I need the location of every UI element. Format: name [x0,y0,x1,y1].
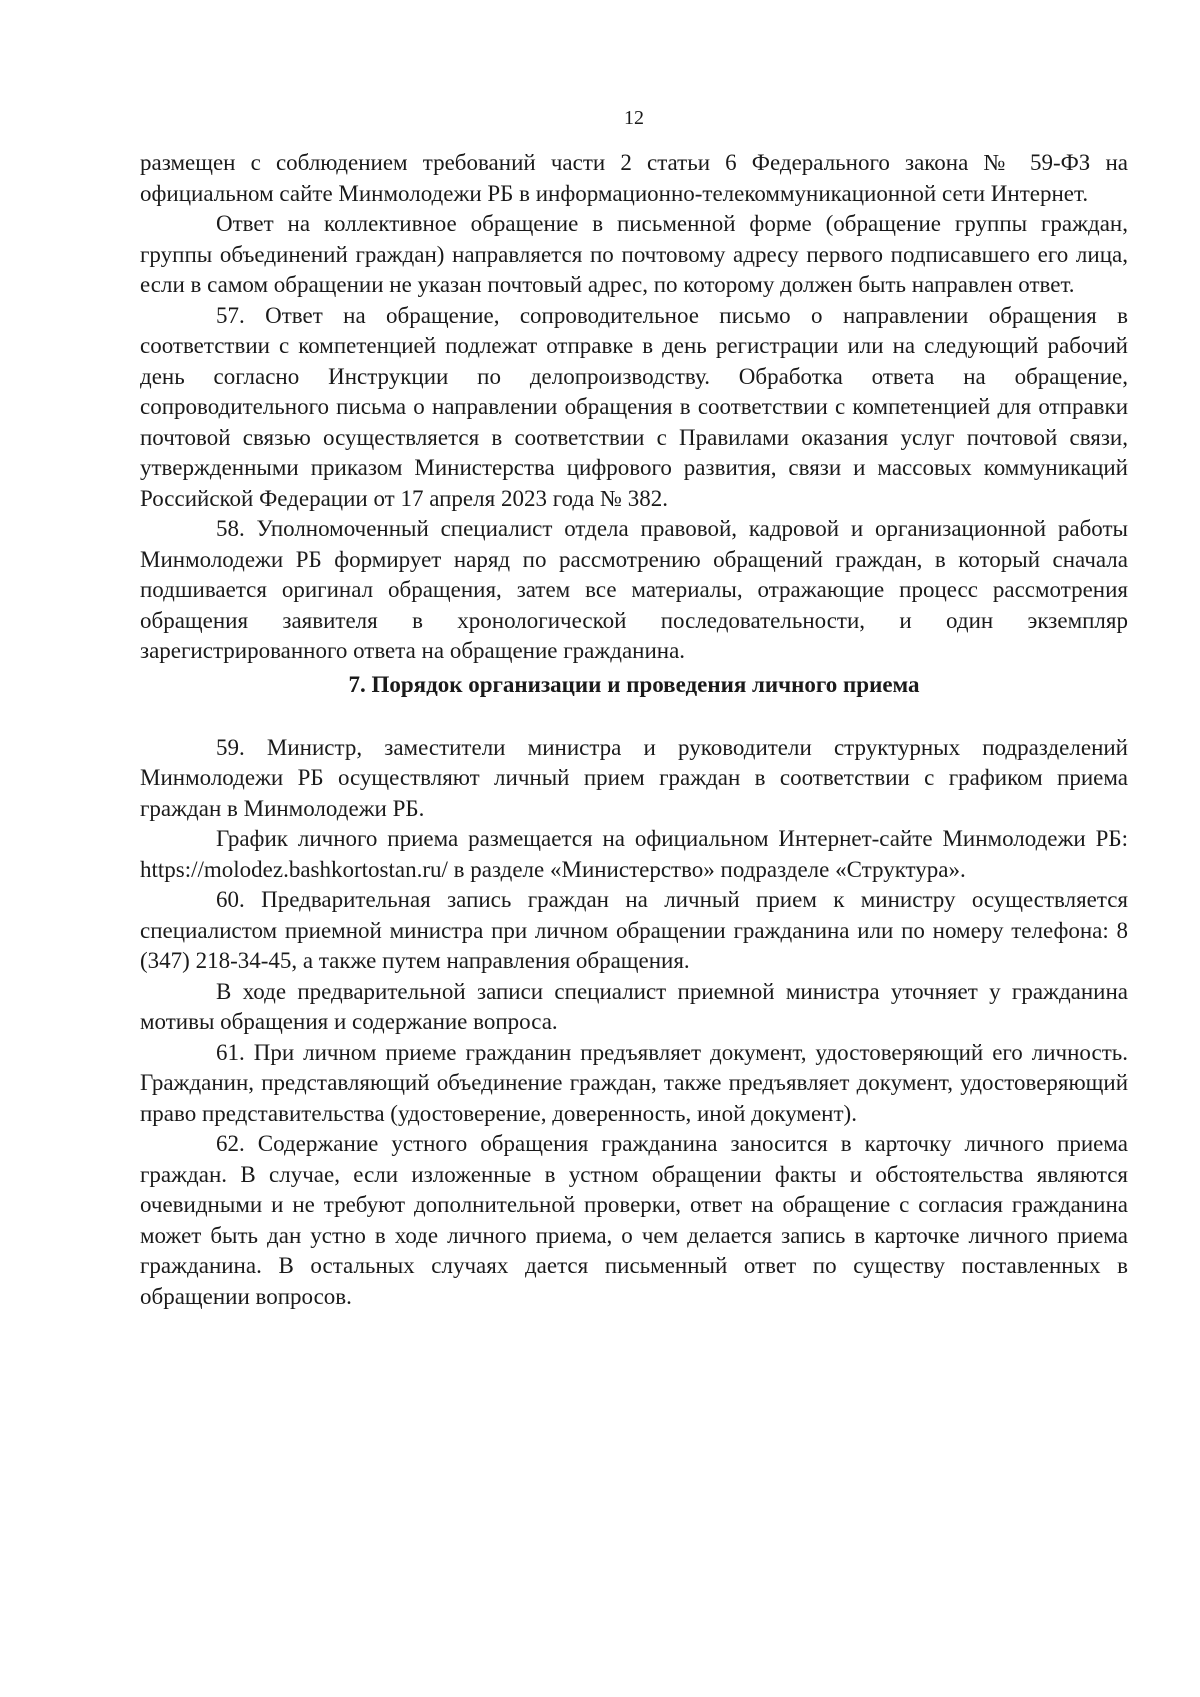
paragraphs-before [140,148,1128,667]
document-page [140,108,1128,1312]
paragraph: График личного приема размещается на официальном Интернет-сайте Минмолодежи РБ: https://molodez.bashkortostan.ru/ в разделе «Министерство» подразделе «Структура». [140,826,1128,882]
paragraphs-after [140,733,1128,1313]
paragraph: 60. Предварительная запись граждан на личный прием к министру осуществляется специалистом приемной министра при личном обращении гражданина или по номеру телефона: 8 (347) 218-34-45, а также путем направления обращения. [140,887,1128,973]
paragraph: размещен с соблюдением требований части 2 статьи 6 Федерального закона № 59-ФЗ на официальном сайте Минмолодежи РБ в информационно-телекоммуникационной сети Интернет. [140,150,1128,206]
page-number: 12 [624,107,644,129]
paragraph: Ответ на коллективное обращение в письменной форме (обращение группы граждан, группы объединений граждан) направляется по почтовому адресу первого подписавшего его лица, если в самом обращении не указан почтовый адрес, по которому должен быть направлен ответ. [140,211,1128,297]
paragraph: 58. Уполномоченный специалист отдела правовой, кадровой и организационной работы Минмолодежи РБ формирует наряд по рассмотрению обращений граждан, в который сначала подшивается оригинал обращения, затем все материалы, отражающие процесс рассмотрения обращения заявителя в хронологической последовательности, и один экземпляр зарегистрированного ответа на обращение гражданина. [140,516,1128,663]
paragraph: 59. Министр, заместители министра и руководители структурных подразделений Минмолодежи РБ осуществляют личный прием граждан в соответствии с графиком приема граждан в Минмолодежи РБ. [140,734,1128,821]
paragraph: В ходе предварительной записи специалист приемной министра уточняет у гражданина мотивы обращения и содержание вопроса. [140,978,1128,1034]
paragraph: 57. Ответ на обращение, сопроводительное письмо о направлении обращения в соответствии с компетенцией подлежат отправке в день регистрации или на следующий рабочий день согласно Инструкции по делопроизводству. Обработка ответа на обращение, сопроводительного письма о направлении обращения в соответствии с компетенцией для отправки почтовой связью осуществляется в соответствии с Правилами оказания услуг почтовой связи, утвержденными приказом Министерства цифрового развития, связи и массовых коммуникаций Российской Федерации от 17 апреля 2023 года № 382. [140,302,1128,511]
section-heading: 7. Порядок организации и проведения личного приема [348,671,920,697]
paragraph: 61. При личном приеме гражданин предъявляет документ, удостоверяющий его личность. Гражданин, представляющий объединение граждан, также предъявляет документ, удостоверяющий право представительства (удостоверение, доверенность, иной документ). [140,1039,1128,1126]
paragraph: 62. Содержание устного обращения гражданина заносится в карточку личного приема граждан. В случае, если изложенные в устном обращении факты и обстоятельства являются очевидными и не требуют дополнительной проверки, ответ на обращение с согласия гражданина может быть дан устно в ходе личного приема, о чем делается запись в карточке личного приема гражданина. В остальных случаях дается письменный ответ по существу поставленных в обращении вопросов. [140,1131,1128,1309]
